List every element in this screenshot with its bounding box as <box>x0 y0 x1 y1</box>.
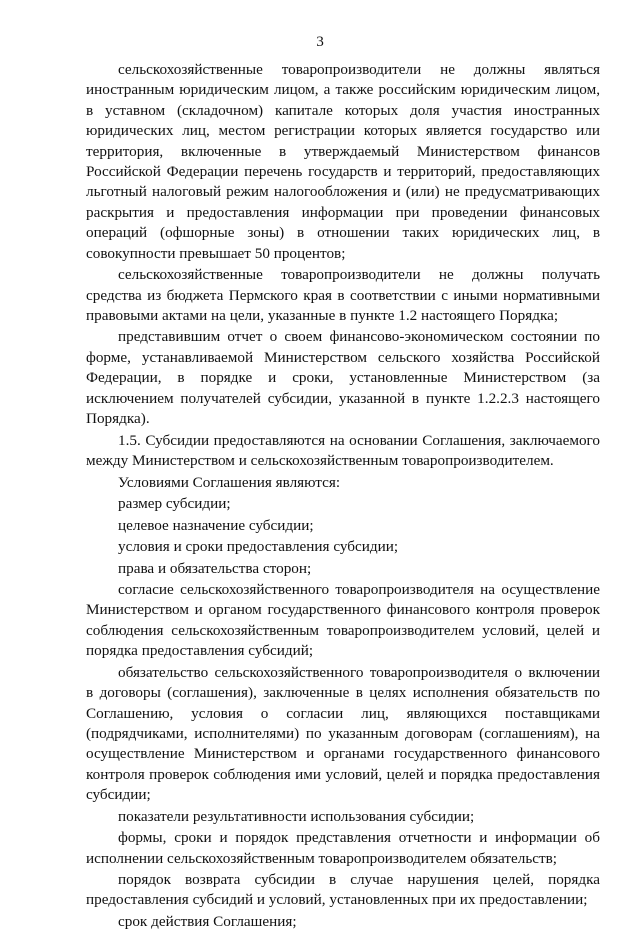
list-item-contract-obligation: обязательство сельскохозяйственного товаропроизводителя о включении в договоры (соглашения), заключенные в целях исполнения обязательств по Соглашению, условия о согласии лиц, являющихся поставщиками (подрядчиками, исполнителями) по указанным договорам (соглашениям), на осуществление Министерством и органами государственного финансового контроля проверок соблюдения ими условий, целей и порядка предоставления субсидии; <box>86 663 600 804</box>
list-item-refund-procedure: порядок возврата субсидии в случае нарушения целей, порядка предоставления субсидий и условий, установленных при их предоставлении; <box>86 871 600 909</box>
list-item-performance-indicators: показатели результативности использования субсидии; <box>118 807 475 825</box>
list-item-rights-obligations: права и обязательства сторон; <box>118 559 312 577</box>
list-item-reporting: формы, сроки и порядок представления отчетности и информации об исполнении сельскохозяйственным товаропроизводителем обязательств; <box>86 829 600 867</box>
document-body <box>86 60 600 933</box>
list-item-subsidy-purpose: целевое назначение субсидии; <box>118 516 314 534</box>
paragraph-financial-report: представившим отчет о своем финансово-экономическом состоянии по форме, устанавливаемой Министерством сельского хозяйства Российской Федерации, в порядке и сроки, установленные Министерством (за исключением получателей субсидии, указанной в пункте 1.2.2.3 настоящего Порядка). <box>86 328 600 428</box>
list-item-terms-conditions: условия и сроки предоставления субсидии; <box>118 538 399 555</box>
list-item-agreement-term: срок действия Соглашения; <box>118 912 297 930</box>
paragraph-budget-funds: сельскохозяйственные товаропроизводители не должны получать средства из бюджета Пермского края в соответствии с иными нормативными правовыми актами на цели, указанные в пункте 1.2 настоящего Порядка; <box>86 266 600 324</box>
page-number: 3 <box>316 33 324 50</box>
list-item-consent-inspections: согласие сельскохозяйственного товаропроизводителя на осуществление Министерством и органом государственного финансового контроля проверок соблюдения сельскохозяйственным товаропроизводителем условий, целей и порядка предоставления субсидий; <box>86 581 600 660</box>
paragraph-section-1-5: 1.5. Субсидии предоставляются на основании Соглашения, заключаемого между Министерством и сельскохозяйственным товаропроизводителем. <box>86 431 600 469</box>
paragraph-foreign-entities: сельскохозяйственные товаропроизводители не должны являться иностранным юридическим лицом, а также российским юридическим лицом, в уставном (складочном) капитале которых доля участия иностранных юридических лиц, местом регистрации которых является государство или территория, включенные в утверждаемый Министерством финансов Российской Федерации перечень государств и территорий, предоставляющих льготный налоговый режим налогообложения и (или) не предусматривающих раскрытия и предоставления информации при проведении финансовых операций (офшорные зоны) в отношении таких юридических лиц, в совокупности превышает 50 процентов; <box>86 61 600 262</box>
paragraph-agreement-conditions: Условиями Соглашения являются: <box>118 473 341 491</box>
list-item-subsidy-amount: размер субсидии; <box>118 495 231 512</box>
